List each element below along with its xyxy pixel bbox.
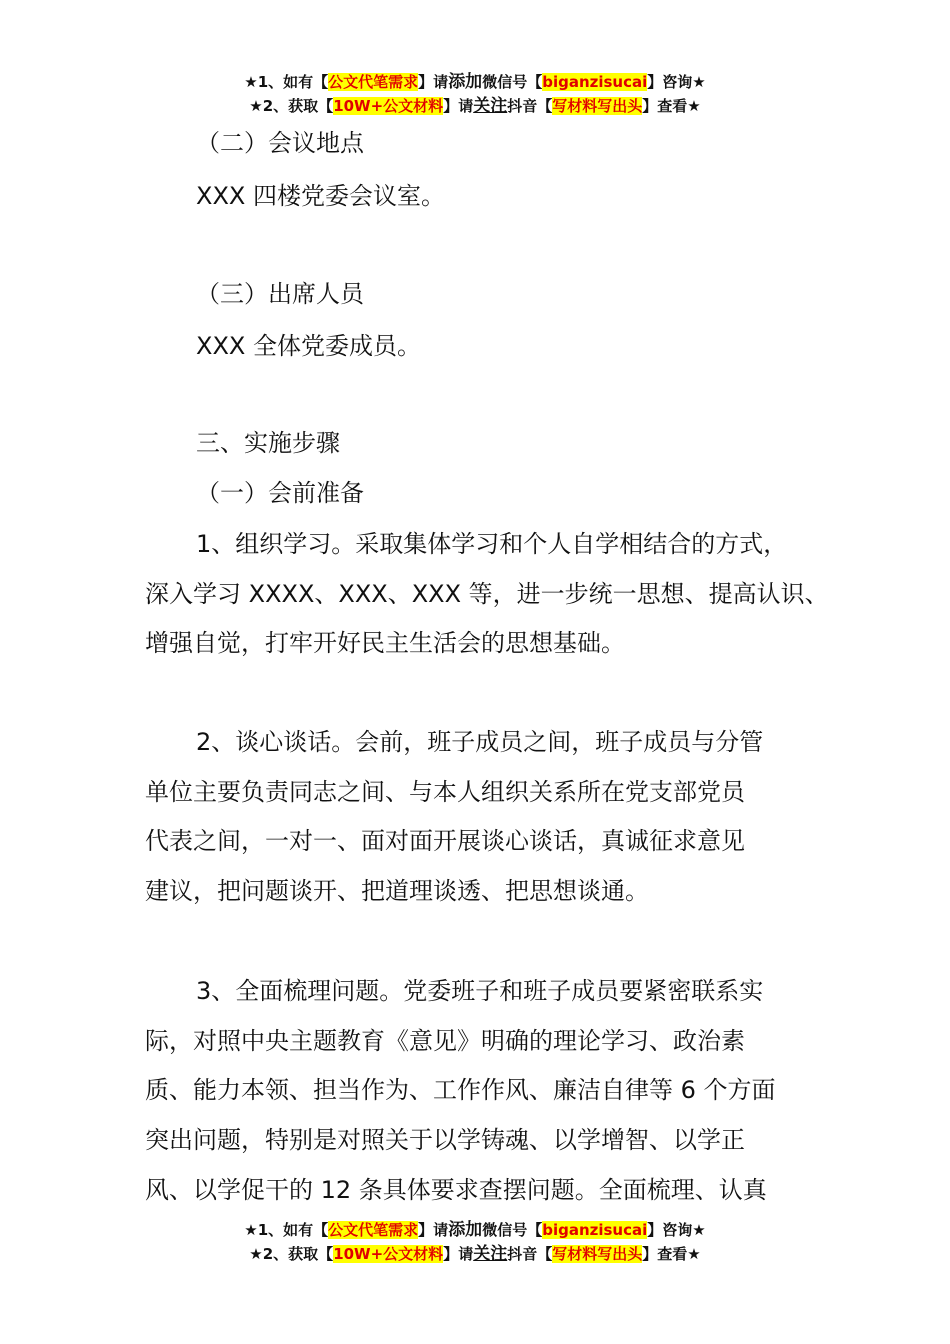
banner-text: 】咨询★ <box>647 1221 706 1239</box>
item3-line: 突出问题，特别是对照关于以学铸魂、以学增智、以学正 <box>145 1126 745 1154</box>
banner-line-2 <box>0 94 950 118</box>
banner-text: 】查看★ <box>642 1245 701 1263</box>
banner-text: 抖音【 <box>507 97 553 115</box>
banner-text: 微信号【 <box>482 1221 543 1239</box>
item2-line: 单位主要负责同志之间、与本人组织关系所在党支部党员 <box>145 778 745 806</box>
item3-line: 风、以学促干的 12 条具体要求查摆问题。全面梳理、认真 <box>145 1176 767 1204</box>
banner-text: 】请 <box>418 73 449 91</box>
banner-line-2 <box>0 1242 950 1266</box>
banner-text: 抖音【 <box>507 1245 553 1263</box>
section-location-heading: （二）会议地点 <box>196 129 364 157</box>
item2-line: 2、谈心谈话。会前，班子成员之间，班子成员与分管 <box>196 728 764 756</box>
banner-text: ★1、如有【 <box>244 73 329 91</box>
sub1-heading: （一）会前准备 <box>196 479 364 507</box>
banner-text: 】请 <box>418 1221 449 1239</box>
banner-highlight: 公文代笔需求 <box>328 1221 419 1239</box>
item3-line: 3、全面梳理问题。党委班子和班子成员要紧密联系实 <box>196 977 764 1005</box>
banner-highlight: 10W+公文材料 <box>333 1245 444 1263</box>
banner-wechat-id: biganzisucai <box>542 1221 648 1239</box>
part3-heading: 三、实施步骤 <box>196 429 340 457</box>
banner-wechat-id: biganzisucai <box>542 73 648 91</box>
banner-text: 】请 <box>443 97 474 115</box>
banner-highlight: 10W+公文材料 <box>333 97 444 115</box>
banner-line-1 <box>0 1218 950 1242</box>
section-attendees-text: XXX 全体党委成员。 <box>196 332 421 360</box>
banner-text: ★2、获取【 <box>249 1245 334 1263</box>
item1-line: 深入学习 XXXX、XXX、XXX 等，进一步统一思想、提高认识、 <box>145 580 829 608</box>
item1-line: 增强自觉，打牢开好民主生活会的思想基础。 <box>145 629 625 657</box>
header-banner <box>0 70 950 118</box>
banner-text: 微信号【 <box>482 73 543 91</box>
item3-line: 质、能力本领、担当作为、工作作风、廉洁自律等 6 个方面 <box>145 1076 776 1104</box>
item2-line: 代表之间，一对一、面对面开展谈心谈话，真诚征求意见 <box>145 827 745 855</box>
banner-text: 】咨询★ <box>647 73 706 91</box>
banner-emphasis: 关注 <box>473 1244 508 1264</box>
banner-text: 】请 <box>443 1245 474 1263</box>
banner-text: 】查看★ <box>642 97 701 115</box>
banner-text: ★2、获取【 <box>249 97 334 115</box>
banner-douyin-id: 写材料写出头 <box>552 97 643 115</box>
banner-emphasis: 关注 <box>473 96 508 116</box>
banner-douyin-id: 写材料写出头 <box>552 1245 643 1263</box>
item2-line: 建议，把问题谈开、把道理谈透、把思想谈通。 <box>145 877 649 905</box>
footer-banner <box>0 1218 950 1266</box>
banner-emphasis: 添加 <box>448 72 483 92</box>
item3-line: 际，对照中央主题教育《意见》明确的理论学习、政治素 <box>145 1027 745 1055</box>
banner-text: ★1、如有【 <box>244 1221 329 1239</box>
section-location-text: XXX 四楼党委会议室。 <box>196 182 445 210</box>
banner-highlight: 公文代笔需求 <box>328 73 419 91</box>
section-attendees-heading: （三）出席人员 <box>196 280 364 308</box>
banner-emphasis: 添加 <box>448 1220 483 1240</box>
item1-line: 1、组织学习。采取集体学习和个人自学相结合的方式， <box>196 530 788 558</box>
banner-line-1 <box>0 70 950 94</box>
